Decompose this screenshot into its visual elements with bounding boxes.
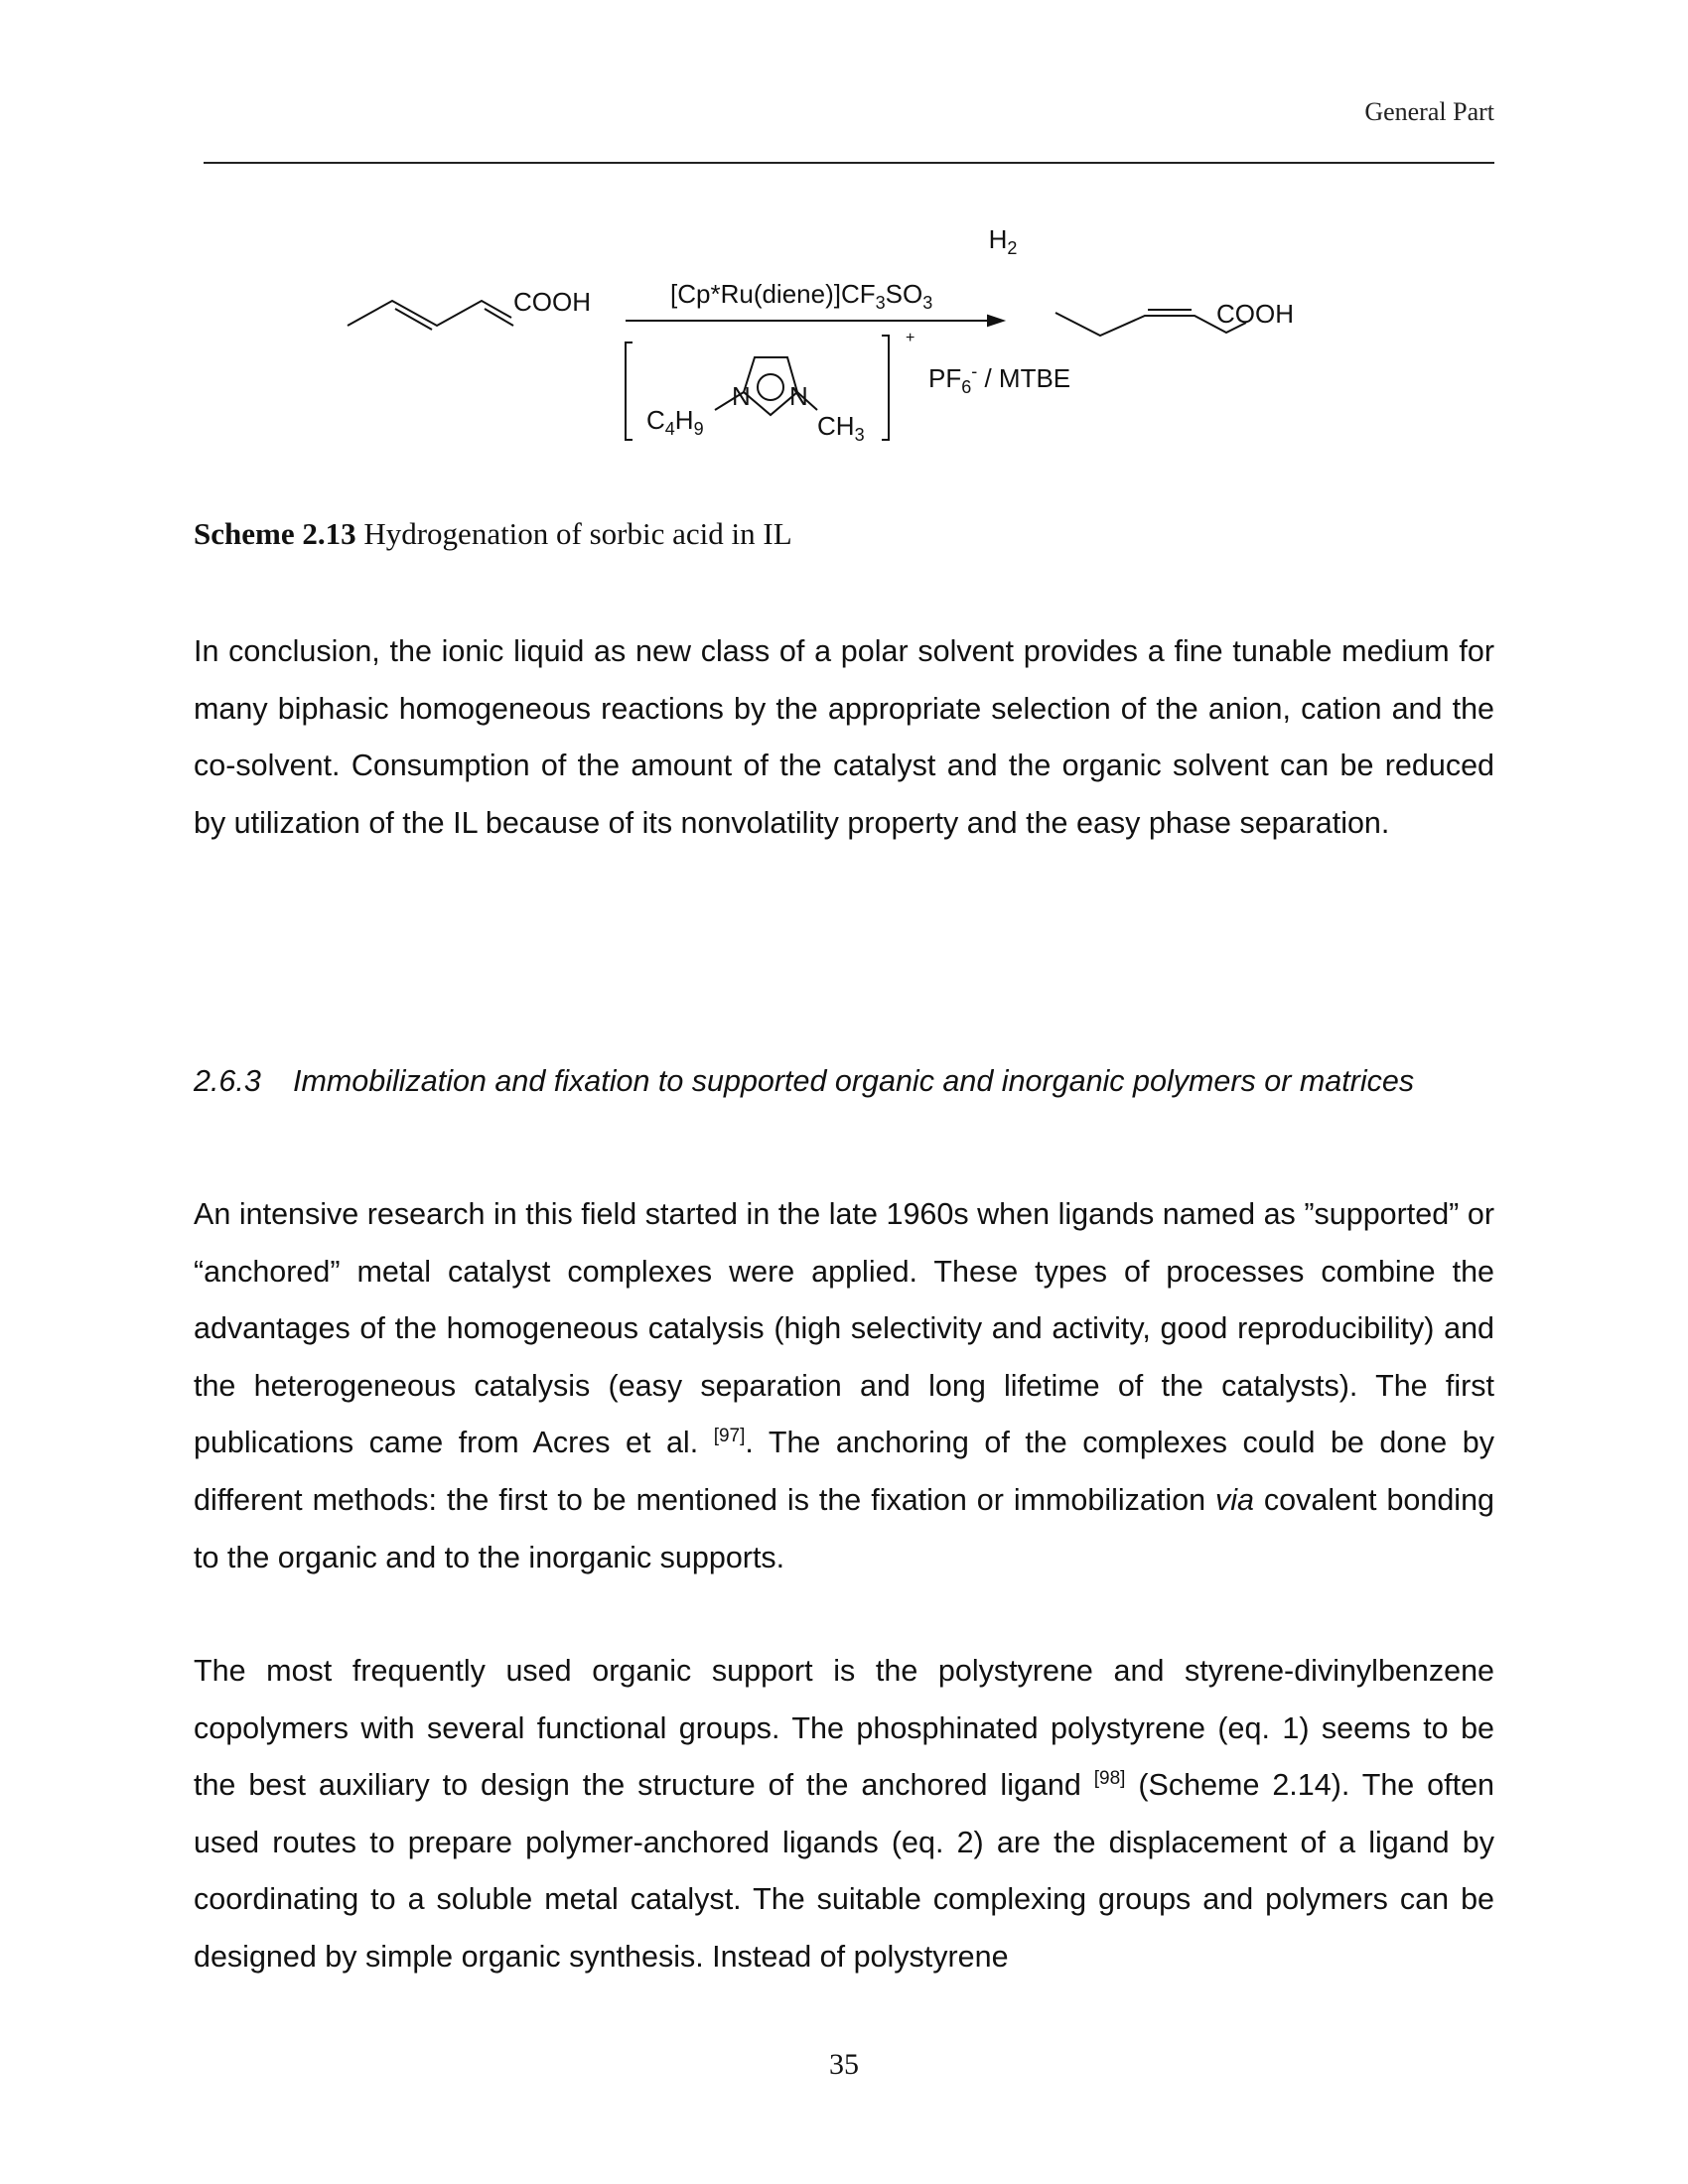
anion-solvent-label: $PF_6^-$ / MTBE xyxy=(928,361,1071,397)
paragraph3-text-2: (Scheme 2.14). The often used routes to prepare polymer-anchored ligands (eq. 2) are the displacement of a ligand by coordinating to a soluble metal catalyst. The suitable complexing groups and polymers can be designed by simple organic synthesis. Instead of polystyrene xyxy=(194,1768,1495,1974)
paragraph2-text-2: . The anchoring of the complexes could be done by different methods: the first to be mentioned is the fixation or immobilization xyxy=(194,1426,1494,1517)
methyl-group: $CH_3$ xyxy=(817,411,865,445)
imidazolium-n2: N xyxy=(789,381,808,411)
scheme-caption xyxy=(194,516,792,552)
butyl-group: $C_4H_9$ xyxy=(646,405,704,439)
product-cooh-label: COOH xyxy=(1216,299,1294,329)
reactant-cooh-label: COOH xyxy=(513,287,591,317)
via-italic: via xyxy=(1214,1482,1254,1517)
reaction-scheme xyxy=(204,199,1494,496)
paragraph-immobilization xyxy=(194,1186,1494,1586)
header-rule xyxy=(204,162,1494,164)
catalyst-label: $[Cp*Ru(diene)]CF_3SO_3$ xyxy=(670,279,933,313)
citation-98: [98] xyxy=(1093,1768,1126,1790)
caption-label: Scheme 2.13 xyxy=(194,516,356,551)
paragraph2-text-3: covalent bonding to the organic and to the inorganic supports. xyxy=(194,1482,1494,1574)
hydrogen-reagent: $H_2$ xyxy=(988,224,1018,258)
cation-charge: + xyxy=(906,330,915,346)
running-header: General Part xyxy=(1364,97,1494,126)
caption-text: Hydrogenation of sorbic acid in IL xyxy=(355,516,792,551)
reaction-scheme-drawing xyxy=(204,199,1494,496)
reaction-arrow xyxy=(626,316,1003,326)
imidazolium-n1: N xyxy=(732,381,751,411)
section-number: 2.6.3 xyxy=(194,1064,261,1098)
paragraph-organic-support xyxy=(194,1643,1494,1986)
paragraph3-text-1: The most frequently used organic support is the polystyrene and styrene-divinylbenzene copolymers with several functional groups. The phosphinated polystyrene (eq. 1) seems to be the best auxiliary to design the structure of the anchored ligand xyxy=(194,1654,1494,1803)
reactant-structure xyxy=(348,301,513,330)
section-heading xyxy=(194,1062,1494,1100)
section-title: Immobilization and fixation to supported organic and inorganic polymers or matrices xyxy=(293,1064,1415,1098)
paragraph2-text-1: An intensive research in this field started in the late 1960s when ligands named as ”supported” or “anchored” metal catalyst complexes were applied. These types of processes combine the advantages of the homogeneous catalysis (high selectivity and activity, good reproducibility) and the heterogeneous catalysis (easy separation and long lifetime of the catalysts). The first publications came from Acres et al. xyxy=(194,1197,1494,1460)
paragraph-conclusion: In conclusion, the ionic liquid as new class of a polar solvent provides a fine tunable medium for many biphasic homogeneous reactions by the appropriate selection of the anion, cation and the co-solvent. Consumption of the amount of the catalyst and the organic solvent can be reduced by utilization of the IL because of its nonvolatility property and the easy phase separation. xyxy=(194,634,1494,840)
page-number: 35 xyxy=(829,2048,859,2081)
citation-97: [97] xyxy=(713,1426,746,1447)
